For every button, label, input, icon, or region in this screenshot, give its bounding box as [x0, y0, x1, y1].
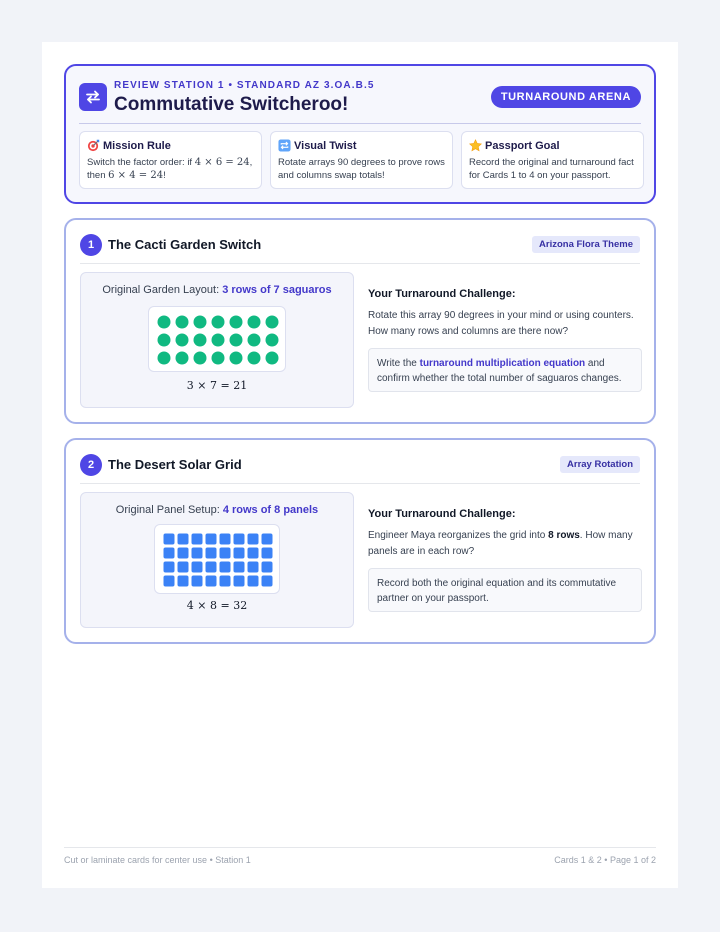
- challenge-text: Engineer Maya reorganizes the grid into 8 rows. How many panels are in each row?: [368, 530, 633, 557]
- mission-rule-title: Mission Rule: [103, 139, 171, 152]
- page-title: Commutative Switcheroo!: [114, 94, 349, 115]
- saguaro-dot: [248, 316, 261, 329]
- solar-panel-square: [262, 548, 273, 559]
- solar-panel-square: [262, 534, 273, 545]
- array-equation: 4 × 8 = 32: [186, 599, 248, 612]
- saguaro-dot: [176, 334, 189, 347]
- card-divider: [80, 263, 640, 264]
- saguaro-dot: [248, 352, 261, 365]
- arena-badge: TURNAROUND ARENA: [491, 86, 641, 108]
- solar-panel-square: [164, 562, 175, 573]
- saguaro-dot: [248, 334, 261, 347]
- passport-goal-text: Record the original and turnaround fact for Cards 1 to 4 on your passport.: [469, 157, 634, 181]
- solar-panel-square: [192, 562, 203, 573]
- card-divider: [80, 483, 640, 484]
- dart-target-icon: [87, 139, 100, 152]
- solar-panel-square: [220, 562, 231, 573]
- solar-panel-square: [178, 562, 189, 573]
- array-equation: 3 × 7 = 21: [186, 379, 248, 392]
- saguaro-dot: [158, 352, 171, 365]
- array-panel: [80, 272, 354, 408]
- solar-panel-square: [164, 548, 175, 559]
- station-header: [64, 64, 656, 204]
- saguaro-dot: [176, 352, 189, 365]
- saguaro-dot: [230, 352, 243, 365]
- passport-goal-card: [461, 131, 644, 189]
- card-number: 2: [80, 454, 102, 476]
- saguaro-dot: [266, 352, 279, 365]
- visual-twist-text: Rotate arrays 90 degrees to prove rows and columns swap totals!: [278, 157, 445, 181]
- challenge-heading: Your Turnaround Challenge:: [368, 508, 516, 520]
- solar-panel-square: [178, 576, 189, 587]
- saguaro-dot: [212, 316, 225, 329]
- saguaro-dot: [266, 334, 279, 347]
- solar-panel-square: [192, 576, 203, 587]
- solar-panel-square: [206, 534, 217, 545]
- saguaro-dot: [194, 334, 207, 347]
- footer-right: Cards 1 & 2 • Page 1 of 2: [554, 855, 656, 865]
- array-caption: Original Garden Layout: 3 rows of 7 saguaros: [102, 284, 332, 296]
- star-icon: [469, 139, 482, 152]
- instruction-box: Record both the original equation and its commutative partner on your passport.: [368, 568, 642, 612]
- challenge-text: Rotate this array 90 degrees in your mind or using counters. How many rows and columns are there now?: [368, 310, 634, 337]
- solar-panel-square: [248, 576, 259, 587]
- saguaro-dot: [212, 352, 225, 365]
- worksheet-page: [42, 42, 678, 888]
- saguaro-dot: [230, 334, 243, 347]
- solar-panel-square: [192, 548, 203, 559]
- passport-goal-title: Passport Goal: [485, 139, 560, 152]
- station-kicker: REVIEW STATION 1 • STANDARD AZ 3.OA.B.5: [114, 80, 375, 91]
- task-card-1: [64, 218, 656, 424]
- instruction-box: Write the turnaround multiplication equation and confirm whether the total number of saguaros changes.: [368, 348, 642, 392]
- saguaro-dot: [194, 352, 207, 365]
- solar-panel-square: [192, 534, 203, 545]
- saguaro-dot: [230, 316, 243, 329]
- solar-panel-square: [248, 534, 259, 545]
- repeat-arrows-icon: [278, 139, 291, 152]
- solar-panel-square: [220, 548, 231, 559]
- solar-panel-square: [234, 562, 245, 573]
- saguaro-array: [148, 306, 286, 372]
- challenge-heading: Your Turnaround Challenge:: [368, 288, 516, 300]
- footer-left: Cut or laminate cards for center use • Station 1: [64, 855, 251, 865]
- solar-panel-square: [164, 534, 175, 545]
- visual-twist-title: Visual Twist: [294, 139, 357, 152]
- card-title: The Cacti Garden Switch: [108, 237, 262, 252]
- saguaro-dot: [266, 316, 279, 329]
- task-card-2: [64, 438, 656, 644]
- card-number: 1: [80, 234, 102, 256]
- saguaro-dot: [194, 316, 207, 329]
- solar-panel-square: [234, 576, 245, 587]
- swap-arrows-icon: [79, 83, 107, 111]
- solar-panel-array: [154, 524, 280, 594]
- saguaro-dot: [158, 334, 171, 347]
- solar-panel-square: [248, 548, 259, 559]
- saguaro-dot: [176, 316, 189, 329]
- footer-divider: [64, 847, 656, 848]
- visual-twist-card: [270, 131, 453, 189]
- solar-panel-square: [220, 534, 231, 545]
- solar-panel-square: [164, 576, 175, 587]
- saguaro-dot: [158, 316, 171, 329]
- mission-rule-text: Switch the factor order: if 4 × 6 = 24, then 6 × 4 = 24!: [87, 157, 253, 181]
- theme-tag: Arizona Flora Theme: [532, 236, 640, 253]
- solar-panel-square: [206, 548, 217, 559]
- array-caption: Original Panel Setup: 4 rows of 8 panels: [115, 504, 319, 516]
- solar-panel-square: [178, 534, 189, 545]
- header-divider: [79, 123, 641, 124]
- solar-panel-square: [234, 548, 245, 559]
- saguaro-dot: [212, 334, 225, 347]
- theme-tag: Array Rotation: [560, 456, 640, 473]
- solar-panel-square: [206, 576, 217, 587]
- array-panel: [80, 492, 354, 628]
- solar-panel-square: [262, 576, 273, 587]
- card-title: The Desert Solar Grid: [108, 457, 242, 472]
- solar-panel-square: [234, 534, 245, 545]
- solar-panel-square: [262, 562, 273, 573]
- mission-rule-card: [79, 131, 262, 189]
- solar-panel-square: [206, 562, 217, 573]
- solar-panel-square: [178, 548, 189, 559]
- solar-panel-square: [220, 576, 231, 587]
- solar-panel-square: [248, 562, 259, 573]
